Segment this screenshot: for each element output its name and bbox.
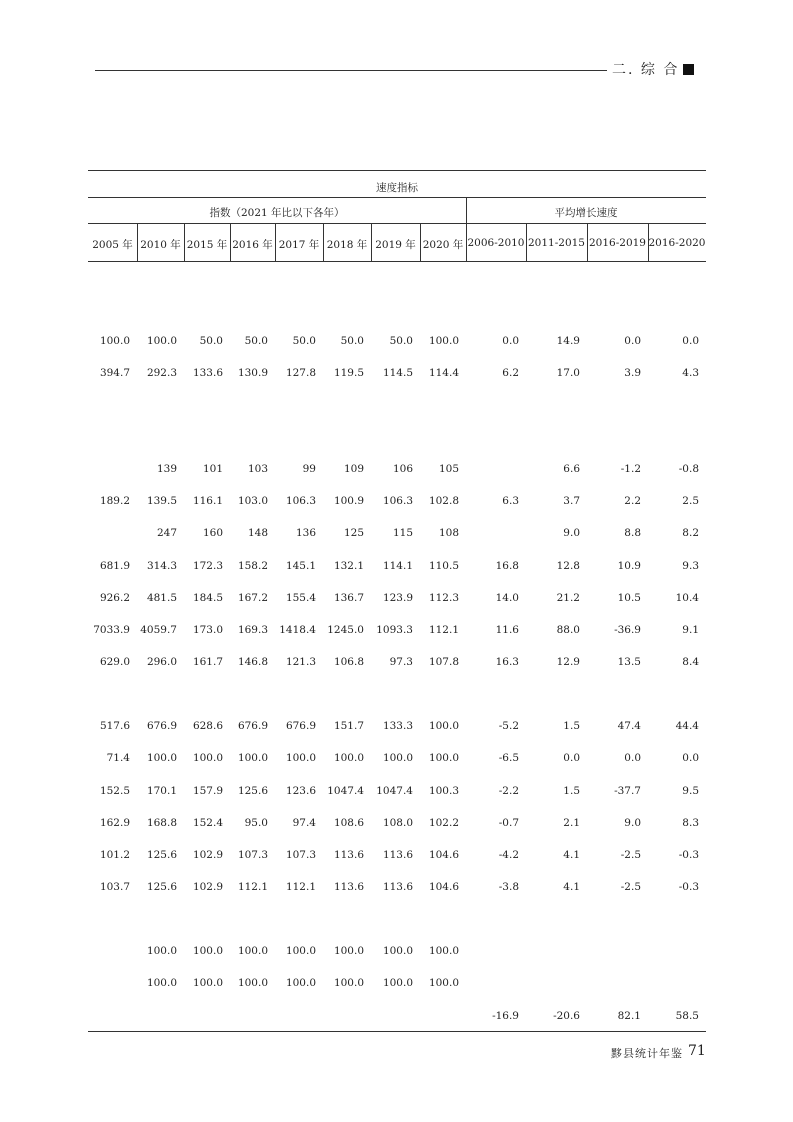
- table-cell: 139.5: [146, 495, 177, 507]
- table-cell: 50.0: [292, 335, 316, 347]
- table-cell: 2.2: [624, 495, 641, 507]
- table-rule-header: [88, 261, 706, 262]
- column-header: 2016-2020: [648, 237, 706, 249]
- table-cell: 9.3: [682, 560, 699, 572]
- column-header: 2020 年: [422, 239, 464, 251]
- table-cell: 6.6: [563, 463, 580, 475]
- table-cell: 100.0: [382, 945, 413, 957]
- table-cell: 100.0: [333, 752, 364, 764]
- table-cell: 146.8: [237, 656, 268, 668]
- table-cell: 108.0: [382, 817, 413, 829]
- table-cell: 133.3: [382, 720, 413, 732]
- table-cell: 103.0: [237, 495, 268, 507]
- section-title: [612, 59, 694, 79]
- table-cell: 292.3: [146, 367, 177, 379]
- column-header: 2016-2019: [589, 237, 646, 249]
- table-cell: 100.0: [146, 945, 177, 957]
- table-cell: 100.0: [428, 752, 459, 764]
- table-cell: 100.9: [333, 495, 364, 507]
- table-cell: 151.7: [333, 720, 364, 732]
- table-cell: 9.5: [682, 785, 699, 797]
- table-cell: 157.9: [192, 785, 223, 797]
- table-cell: 170.1: [146, 785, 177, 797]
- table-cell: 1047.4: [376, 785, 413, 797]
- table-cell: 1.5: [563, 785, 580, 797]
- table-cell: 100.0: [285, 977, 316, 989]
- table-cell: 50.0: [340, 335, 364, 347]
- table-cell: 123.6: [285, 785, 316, 797]
- table-cell: 100.3: [428, 785, 459, 797]
- table-cell: -2.5: [620, 881, 641, 893]
- table-cell: 10.5: [617, 592, 641, 604]
- table-cell: 114.5: [382, 367, 413, 379]
- table-cell: 676.9: [146, 720, 177, 732]
- table-cell: 114.4: [428, 367, 459, 379]
- column-header: 2017 年: [278, 239, 320, 251]
- table-cell: 97.4: [292, 817, 316, 829]
- table-cell: 10.4: [675, 592, 699, 604]
- column-divider: [371, 223, 372, 261]
- column-divider: [323, 223, 324, 261]
- table-cell: 13.5: [617, 656, 641, 668]
- table-cell: 100.0: [428, 720, 459, 732]
- table-cell: 113.6: [333, 881, 364, 893]
- table-cell: 14.9: [556, 335, 580, 347]
- table-cell: 100.0: [146, 977, 177, 989]
- table-cell: 16.3: [495, 656, 519, 668]
- table-cell: 14.0: [495, 592, 519, 604]
- table-cell: 113.6: [382, 881, 413, 893]
- table-cell: 9.0: [563, 527, 580, 539]
- table-cell: 167.2: [237, 592, 268, 604]
- table-cell: 162.9: [99, 817, 130, 829]
- table-cell: 50.0: [389, 335, 413, 347]
- table-cell: 100.0: [428, 335, 459, 347]
- table-cell: 16.8: [495, 560, 519, 572]
- table-cell: 8.8: [624, 527, 641, 539]
- table-cell: 8.3: [682, 817, 699, 829]
- table-cell: 101.2: [99, 849, 130, 861]
- table-cell: 1047.4: [327, 785, 364, 797]
- column-header: 2006-2010: [467, 237, 525, 249]
- table-cell: 116.1: [192, 495, 223, 507]
- table-bottom-rule: [88, 1031, 706, 1032]
- table-cell: 105: [438, 463, 459, 475]
- table-cell: 100.0: [192, 945, 223, 957]
- table-cell: 113.6: [382, 849, 413, 861]
- table-cell: -36.9: [614, 624, 641, 636]
- table-cell: 172.3: [192, 560, 223, 572]
- table-cell: 115: [392, 527, 413, 539]
- table-cell: 145.1: [285, 560, 316, 572]
- table-cell: 97.3: [389, 656, 413, 668]
- table-cell: 100.0: [333, 945, 364, 957]
- table-cell: 676.9: [285, 720, 316, 732]
- table-cell: 112.1: [428, 624, 459, 636]
- table-cell: 106.8: [333, 656, 364, 668]
- table-cell: 103.7: [99, 881, 130, 893]
- column-divider: [420, 223, 421, 261]
- table-caption: 速度指标: [376, 182, 418, 194]
- table-cell: 133.6: [192, 367, 223, 379]
- table-cell: -0.8: [678, 463, 699, 475]
- page-number: 71: [688, 1043, 706, 1059]
- column-divider: [275, 223, 276, 261]
- table-cell: -6.5: [498, 752, 519, 764]
- table-cell: 0.0: [624, 335, 641, 347]
- table-cell: 100.0: [237, 977, 268, 989]
- table-cell: 50.0: [244, 335, 268, 347]
- table-cell: 173.0: [192, 624, 223, 636]
- table-cell: 125.6: [146, 849, 177, 861]
- table-cell: 123.9: [382, 592, 413, 604]
- table-cell: 1418.4: [279, 624, 316, 636]
- table-cell: 0.0: [502, 335, 519, 347]
- column-header: 2015 年: [186, 239, 228, 251]
- table-cell: 100.0: [99, 335, 130, 347]
- table-cell: -4.2: [498, 849, 519, 861]
- column-header: 2018 年: [326, 239, 368, 251]
- table-cell: 88.0: [556, 624, 580, 636]
- table-cell: 107.8: [428, 656, 459, 668]
- table-cell: 517.6: [99, 720, 130, 732]
- table-cell: 4.1: [563, 881, 580, 893]
- table-cell: 247: [156, 527, 177, 539]
- table-cell: 100.0: [285, 752, 316, 764]
- column-divider: [587, 223, 588, 261]
- table-cell: 158.2: [237, 560, 268, 572]
- table-cell: 139: [156, 463, 177, 475]
- table-cell: 107.3: [237, 849, 268, 861]
- table-cell: 100.0: [428, 945, 459, 957]
- table-cell: 394.7: [99, 367, 130, 379]
- table-cell: 106.3: [382, 495, 413, 507]
- table-rule-caption: [88, 197, 706, 198]
- table-cell: 1093.3: [376, 624, 413, 636]
- table-cell: 7033.9: [93, 624, 130, 636]
- table-cell: 0.0: [682, 752, 699, 764]
- table-cell: -2.2: [498, 785, 519, 797]
- table-cell: 3.9: [624, 367, 641, 379]
- table-cell: 125: [343, 527, 364, 539]
- table-cell: 17.0: [556, 367, 580, 379]
- table-cell: 47.4: [617, 720, 641, 732]
- table-cell: -16.9: [492, 1010, 519, 1022]
- column-header: 2011-2015: [528, 237, 585, 249]
- table-cell: -3.8: [498, 881, 519, 893]
- table-cell: 114.1: [382, 560, 413, 572]
- table-cell: 100.0: [146, 335, 177, 347]
- table-cell: 102.9: [192, 881, 223, 893]
- table-cell: 160: [202, 527, 223, 539]
- table-cell: 100.0: [237, 752, 268, 764]
- table-cell: 3.7: [563, 495, 580, 507]
- table-cell: 127.8: [285, 367, 316, 379]
- table-cell: 184.5: [192, 592, 223, 604]
- table-cell: 676.9: [237, 720, 268, 732]
- table-cell: -1.2: [620, 463, 641, 475]
- table-cell: 99: [302, 463, 316, 475]
- table-cell: 148: [247, 527, 268, 539]
- table-cell: -37.7: [614, 785, 641, 797]
- table-cell: 44.4: [675, 720, 699, 732]
- table-cell: 152.5: [99, 785, 130, 797]
- table-cell: 110.5: [428, 560, 459, 572]
- table-cell: 106: [392, 463, 413, 475]
- table-cell: 100.0: [192, 752, 223, 764]
- table-cell: 21.2: [556, 592, 580, 604]
- table-cell: 4.1: [563, 849, 580, 861]
- table-cell: 102.2: [428, 817, 459, 829]
- table-rule-group: [88, 223, 706, 224]
- table-cell: 95.0: [244, 817, 268, 829]
- table-cell: 1245.0: [327, 624, 364, 636]
- column-divider: [526, 223, 527, 261]
- column-header: 2005 年: [92, 239, 133, 251]
- table-cell: 112.1: [285, 881, 316, 893]
- table-cell: 58.5: [675, 1010, 699, 1022]
- table-cell: 109: [343, 463, 364, 475]
- table-cell: 112.3: [428, 592, 459, 604]
- header-rule: [95, 70, 607, 71]
- table-cell: 82.1: [617, 1010, 641, 1022]
- table-cell: -2.5: [620, 849, 641, 861]
- table-cell: 0.0: [682, 335, 699, 347]
- table-cell: 296.0: [146, 656, 177, 668]
- table-cell: 11.6: [495, 624, 519, 636]
- column-divider: [230, 223, 231, 261]
- column-divider: [137, 223, 138, 261]
- table-cell: 189.2: [99, 495, 130, 507]
- section-title-text: 二. 综 合: [612, 62, 680, 78]
- table-cell: 168.8: [146, 817, 177, 829]
- table-cell: 102.9: [192, 849, 223, 861]
- table-cell: -0.7: [498, 817, 519, 829]
- table-cell: 8.2: [682, 527, 699, 539]
- table-cell: 10.9: [617, 560, 641, 572]
- table-cell: 9.1: [682, 624, 699, 636]
- table-cell: 112.1: [237, 881, 268, 893]
- table-cell: 8.4: [682, 656, 699, 668]
- table-cell: 2.1: [563, 817, 580, 829]
- section-marker-icon: [683, 64, 694, 75]
- table-cell: 121.3: [285, 656, 316, 668]
- table-cell: 132.1: [333, 560, 364, 572]
- table-cell: 100.0: [146, 752, 177, 764]
- table-cell: 103: [247, 463, 268, 475]
- group-growth-header: 平均增长速度: [554, 207, 618, 219]
- table-cell: 50.0: [199, 335, 223, 347]
- column-divider: [648, 223, 649, 261]
- table-cell: -20.6: [553, 1010, 580, 1022]
- table-cell: 1.5: [563, 720, 580, 732]
- table-cell: 113.6: [333, 849, 364, 861]
- table-cell: 0.0: [563, 752, 580, 764]
- table-cell: 102.8: [428, 495, 459, 507]
- table-cell: 152.4: [192, 817, 223, 829]
- table-cell: 629.0: [99, 656, 130, 668]
- table-cell: 125.6: [237, 785, 268, 797]
- table-cell: 926.2: [99, 592, 130, 604]
- table-cell: -0.3: [678, 881, 699, 893]
- table-cell: 104.6: [428, 881, 459, 893]
- table-cell: 100.0: [382, 977, 413, 989]
- table-cell: 100.0: [192, 977, 223, 989]
- table-cell: 2.5: [682, 495, 699, 507]
- table-top-rule: [88, 170, 706, 171]
- table-cell: 136.7: [333, 592, 364, 604]
- table-cell: 161.7: [192, 656, 223, 668]
- table-cell: 100.0: [382, 752, 413, 764]
- table-cell: 4.3: [682, 367, 699, 379]
- table-cell: 108: [438, 527, 459, 539]
- table-cell: 6.3: [502, 495, 519, 507]
- table-cell: 0.0: [624, 752, 641, 764]
- table-cell: -0.3: [678, 849, 699, 861]
- table-cell: 628.6: [192, 720, 223, 732]
- table-cell: 71.4: [106, 752, 130, 764]
- table-cell: 155.4: [285, 592, 316, 604]
- table-cell: 106.3: [285, 495, 316, 507]
- table-cell: 314.3: [146, 560, 177, 572]
- table-cell: 6.2: [502, 367, 519, 379]
- table-cell: 4059.7: [140, 624, 177, 636]
- table-cell: 130.9: [237, 367, 268, 379]
- column-header: 2016 年: [232, 239, 273, 251]
- table-cell: 136: [295, 527, 316, 539]
- group-index-header: 指数（2021 年比以下各年）: [209, 207, 345, 219]
- table-cell: 100.0: [428, 977, 459, 989]
- table-cell: 125.6: [146, 881, 177, 893]
- table-cell: 100.0: [237, 945, 268, 957]
- table-cell: 107.3: [285, 849, 316, 861]
- table-cell: 119.5: [333, 367, 364, 379]
- table-cell: 100.0: [285, 945, 316, 957]
- table-cell: 681.9: [99, 560, 130, 572]
- table-cell: 9.0: [624, 817, 641, 829]
- column-header: 2019 年: [375, 239, 416, 251]
- table-cell: -5.2: [498, 720, 519, 732]
- column-header: 2010 年: [140, 239, 181, 251]
- table-cell: 100.0: [333, 977, 364, 989]
- footer-book-title: 黟县统计年鉴: [611, 1047, 683, 1060]
- table-cell: 108.6: [333, 817, 364, 829]
- column-divider: [184, 223, 185, 261]
- table-cell: 169.3: [237, 624, 268, 636]
- table-cell: 101: [202, 463, 223, 475]
- table-cell: 12.9: [556, 656, 580, 668]
- table-cell: 104.6: [428, 849, 459, 861]
- table-cell: 12.8: [556, 560, 580, 572]
- table-cell: 481.5: [146, 592, 177, 604]
